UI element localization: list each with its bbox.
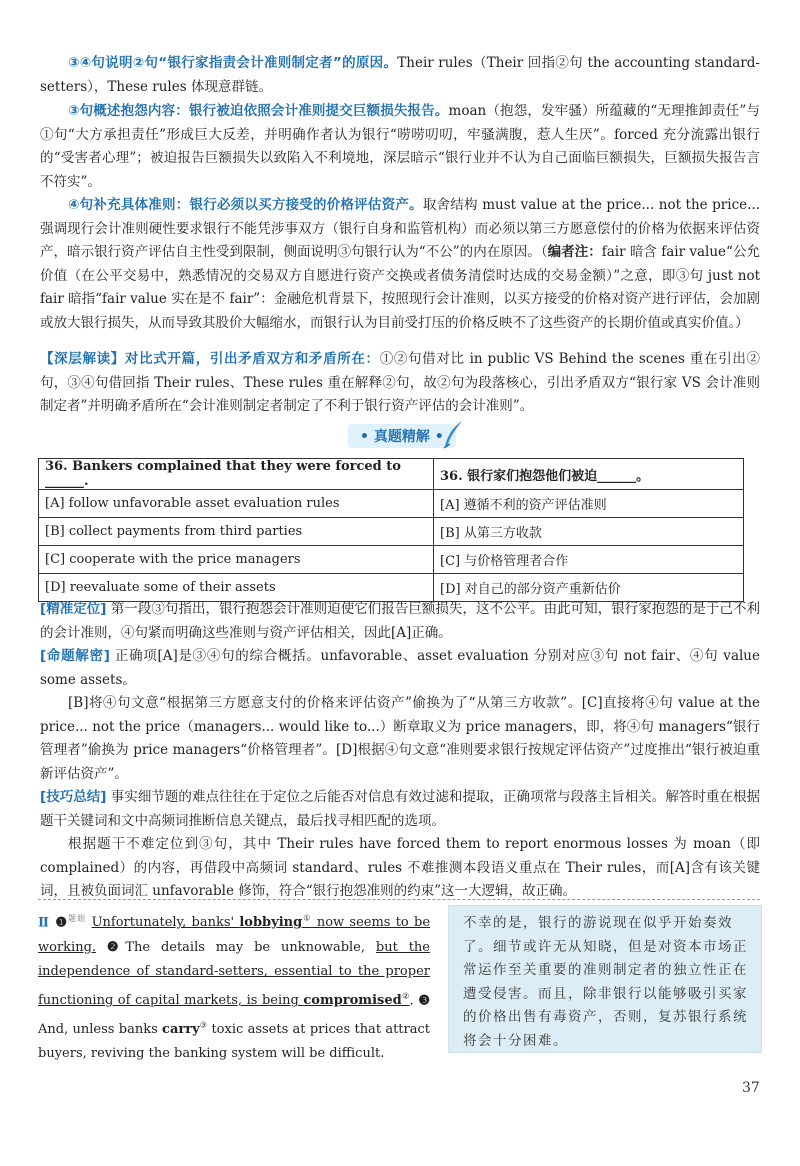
sentence-number-3: ❸ xyxy=(418,993,431,1009)
section-title-text: • 真题精解 • xyxy=(348,424,456,448)
paragraph-heading: 【深层解读】对比式开篇，引出矛盾双方和矛盾所在： xyxy=(40,351,380,367)
option-a-zh: [A] 遵循不利的资产评估准则 xyxy=(434,490,744,518)
analysis-text: 正确项[A]是③④句的综合概括。unfavorable、asset evaluation 分别对应③句 not fair、④句 value some assets。 xyxy=(40,648,760,688)
analysis-tag: [精准定位] xyxy=(40,601,107,617)
paragraph-sentence-3-summary xyxy=(40,100,760,194)
paragraph-sentence-3-4-explanation xyxy=(40,52,760,99)
analysis-text: 事实细节题的难点往往在于定位之后能否对信息有效过滤和提取，正确项常与段落主旨相关。解答时重在根据题干关键词和文中高频词推断信息关键点，最后找寻相匹配的选项。 xyxy=(40,789,760,829)
passage-translation: 不幸的是，银行的游说现在似乎开始奏效了。细节或许无从知晓，但是对资本市场正常运作至关重要的准则制定者的独立性正在遭受侵害。而且，除非银行以能够吸引买家的价格出售有毒资产，否则，复苏银行系统将会十分困难。 xyxy=(463,915,748,1049)
analysis-tag: [命题解密] xyxy=(40,648,110,664)
passage-block xyxy=(38,905,760,1061)
sentence-number-2: ❷ xyxy=(106,939,126,955)
paragraph-heading: ③④句说明②句“银行家指责会计准则制定者”的原因。 xyxy=(68,55,398,71)
editor-note: fair 暗含 fair value“公允价值（在公平交易中，熟悉情况的交易双方自愿进行资产交换或者债务清偿时达成的交易金额）”之意，即③句 just not fair 暗指“fair value 实在是不 fair”：金融危机背景下，按照现行会计准则，以买方接受的价格对资产进行评估，会加剧或放大银行损失，从而导致其股价大幅缩水，而银行认为目前受打压的价格反映不了这些资产的长期价值或真实价值。） xyxy=(40,244,760,331)
divider xyxy=(38,899,760,900)
analysis-tag: [技巧总结] xyxy=(40,789,107,805)
key-sentence-tag: 题眼 xyxy=(68,914,87,923)
quill-icon xyxy=(442,420,464,450)
table-row xyxy=(39,518,744,546)
paragraph-deep-reading xyxy=(40,348,760,419)
analysis-text: 第一段③句指出，银行抱怨会计准则迫使它们报告巨额损失，这不公平。由此可知，银行家抱怨的是于己不利的会计准则，④句紧而明确这些准则与资产评估相关，因此[A]正确。 xyxy=(40,601,760,641)
analysis-question-decoding xyxy=(40,645,760,692)
section-title xyxy=(338,420,468,450)
question-stem-en: 36. Bankers complained that they were forced to ______. xyxy=(39,459,434,490)
sentence-3: And, unless banks carry③ toxic assets at prices that attract buyers, reviving the banking system will be difficult. xyxy=(38,1020,431,1062)
paragraph-sentence-4-supplement xyxy=(40,194,760,335)
paragraph-body: Their rules（Their 回指②句 the accounting standard-setters），These rules 体现意群链。 xyxy=(40,55,760,95)
paragraph-heading: ④句补充具体准则：银行必须以买方接受的价格评估资产。 xyxy=(68,197,423,213)
sentence-2-clause-a: The details may be unknowable, xyxy=(125,939,376,955)
analysis-skill-summary xyxy=(40,786,760,833)
table-row xyxy=(39,459,744,490)
editor-note-label: 编者注： xyxy=(547,244,602,260)
table-row xyxy=(39,546,744,574)
option-b-zh: [B] 从第三方收款 xyxy=(434,518,744,546)
analysis-conclusion xyxy=(40,833,760,904)
sentence-number-1: ❶ xyxy=(55,915,69,931)
page-number: 37 xyxy=(742,1080,760,1096)
option-d-en: [D] reevaluate some of their assets xyxy=(39,574,434,602)
analysis-precise-location xyxy=(40,598,760,645)
option-c-en: [C] cooperate with the price managers xyxy=(39,546,434,574)
sentence-2-clause-b: but the independence of standard-setters, essential to the proper functioning of capital markets, is being compromised② xyxy=(38,939,430,1009)
option-d-zh: [D] 对自己的部分资产重新估价 xyxy=(434,574,744,602)
paragraph-body: 取舍结构 must value at the price... not the price... 强调现行会计准则硬性要求银行不能凭涉事双方（银行自身和监管机构）而必须以第三方愿意偿付的价格为依据来评估资产，暗示银行资产评估自主性受到限制，侧面说明③句银行认为“不公”的内在原因。（ xyxy=(40,197,760,260)
paragraph-heading: ③句概述抱怨内容：银行被迫依照会计准则提交巨额损失报告。 xyxy=(68,103,449,119)
question-stem-zh: 36. 银行家们抱怨他们被迫______。 xyxy=(434,459,744,490)
question-table xyxy=(38,458,744,602)
analysis-text: [B]将④句文意“根据第三方愿意支付的价格来评估资产”偷换为了“从第三方收款”。[C]直接将④句 value at the price... not the price（managers... would like to...）断章取义为 price managers，即，将④句 managers“银行管理者”偷换为 price managers“价格管理者”。[D]根据④句文意“准则要求银行按规定评估资产”过度推出“银行被迫重新评估资产”。 xyxy=(40,695,760,782)
paragraph-body: ①②句借对比 in public VS Behind the scenes 重在引出②句，③④句借回指 Their rules、These rules 重在解释②句，故②句为段落核心，引出矛盾双方“银行家 VS 会计准则制定者”并明确矛盾所在“会计准则制定者制定了不利于银行资产评估的会计准则”。 xyxy=(40,351,761,414)
analysis-text: 根据题干不难定位到③句，其中 Their rules have forced them to report enormous losses 为 moan（即 complained）的内容，再借段中高频词 standard、rules 不难推测本段语义重点在 Their rules，而[A]含有该关键词，且被负面词汇 unfavorable 修饰，符合“银行抱怨准则的约束”这一大逻辑，故正确。 xyxy=(40,836,760,899)
option-c-zh: [C] 与价格管理者合作 xyxy=(434,546,744,574)
passage-translation-box xyxy=(448,905,762,1053)
option-a-en: [A] follow unfavorable asset evaluation rules xyxy=(39,490,434,518)
sentence-1: Unfortunately, banks' lobbying① now seems to be working. xyxy=(38,914,431,955)
option-b-en: [B] collect payments from third parties xyxy=(39,518,434,546)
passage-english: Ⅱ ❶$^{题眼}$ Unfortunately, banks' lobbying① now seems to be working. ❷The details may be unknowable, but the independence of standard-setters, essential to the proper functioning of capital markets, is being compromised②. ❸ And, unless banks carry③ toxic assets at prices that attract buyers, reviving the banking system will be difficult. xyxy=(38,914,431,1062)
table-row xyxy=(39,490,744,518)
paragraph-body: moan（抱怨，发牢骚）所蕴藏的“无理推卸责任”与①句“大方承担责任”形成巨大反差，并明确作者认为银行“唠唠叨叨，牢骚满腹，惹人生厌”。forced 充分流露出银行的“受害者心理”；被迫报告巨额损失以致陷入不利境地，深层暗示“银行业并不认为自己面临巨额损失，巨额损失报告言不符实”。 xyxy=(40,103,760,190)
passage-marker: Ⅱ xyxy=(38,915,51,931)
analysis-distractors xyxy=(40,692,760,786)
